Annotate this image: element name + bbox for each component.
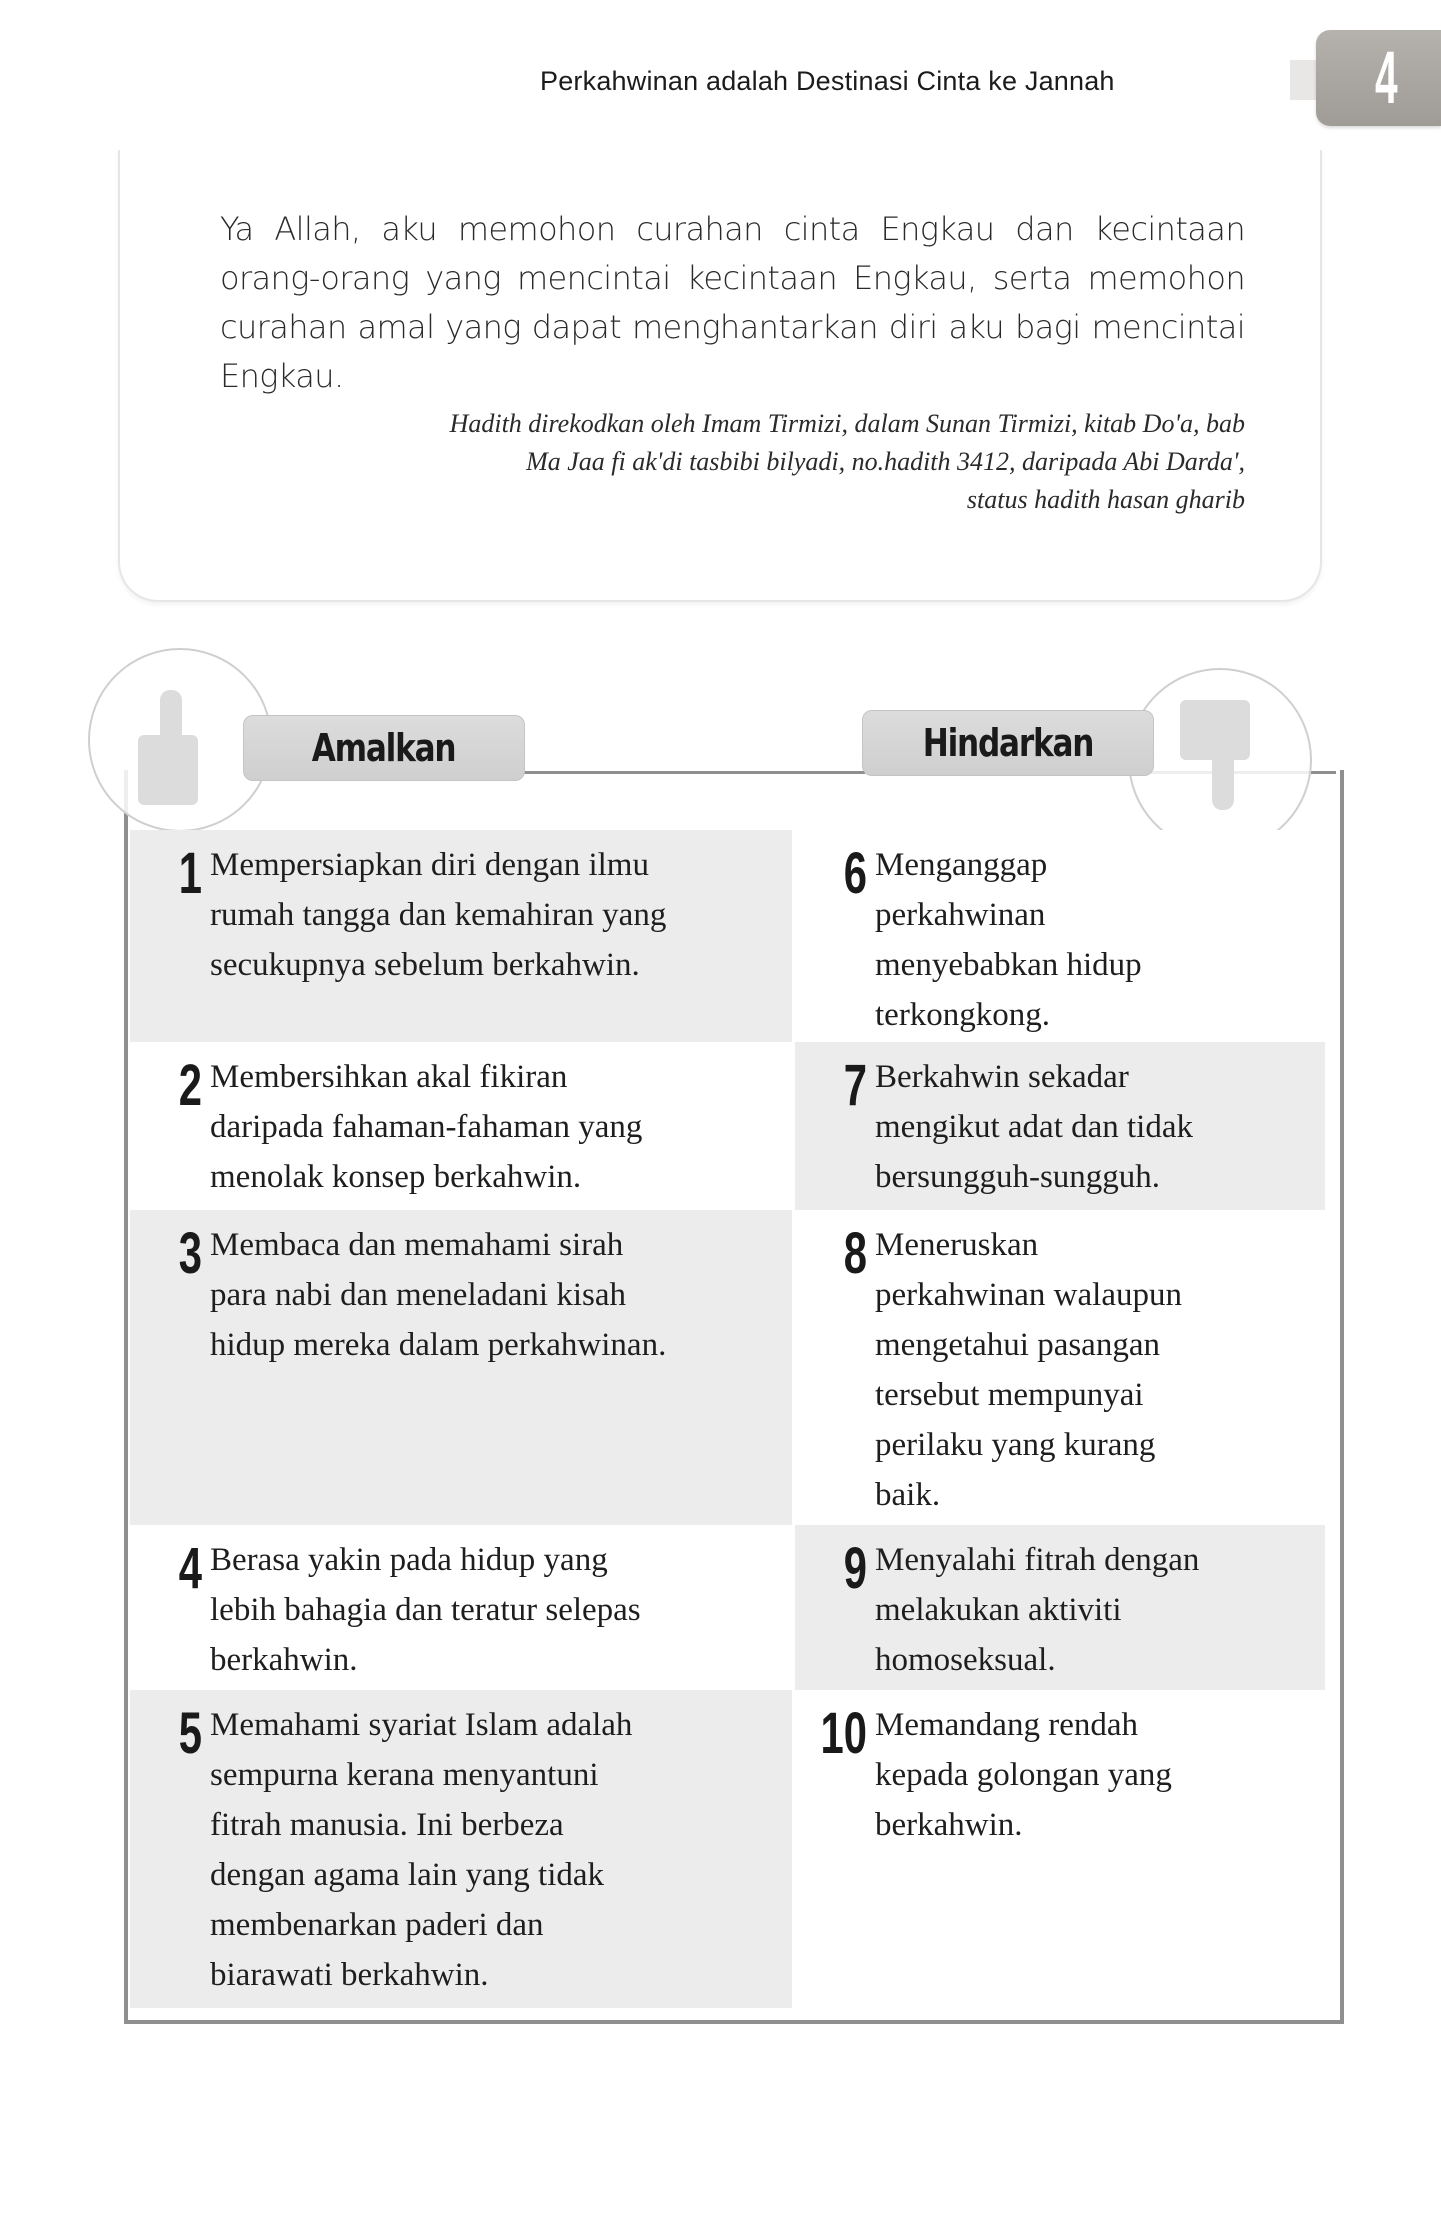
item-line: perkahwinan walaupun bbox=[875, 1277, 1182, 1313]
item-line: perkahwinan bbox=[875, 897, 1046, 933]
item-line: secukupnya sebelum berkahwin. bbox=[210, 947, 640, 983]
item-line: membenarkan paderi dan bbox=[210, 1907, 544, 1943]
do-item bbox=[130, 1690, 792, 2008]
running-title: Perkahwinan adalah Destinasi Cinta ke Jannah bbox=[540, 66, 1115, 96]
item-line: para nabi dan meneladani kisah bbox=[210, 1277, 626, 1313]
item-line: biarawati berkahwin. bbox=[210, 1957, 489, 1993]
item-line: Berasa yakin pada hidup yang bbox=[210, 1542, 608, 1578]
dont-item bbox=[795, 1690, 1325, 2008]
item-line: bersungguh-sungguh. bbox=[875, 1159, 1161, 1195]
item-text bbox=[210, 1700, 792, 2000]
item-line: melakukan aktiviti bbox=[875, 1592, 1122, 1628]
item-line: Membersihkan akal fikiran bbox=[210, 1059, 568, 1095]
item-number: 3 bbox=[178, 1221, 202, 1286]
item-line: terkongkong. bbox=[875, 997, 1051, 1033]
dont-item bbox=[795, 1042, 1325, 1210]
item-line: Membaca dan memahami sirah bbox=[210, 1227, 624, 1263]
item-line: Menganggap bbox=[875, 847, 1048, 883]
chapter-number: 4 bbox=[1375, 36, 1398, 119]
do-item bbox=[130, 1210, 792, 1525]
item-line: dengan agama lain yang tidak bbox=[210, 1857, 605, 1893]
item-line: Meneruskan bbox=[875, 1227, 1039, 1263]
item-line: menyebabkan hidup bbox=[875, 947, 1142, 983]
quote-text: Ya Allah, aku memohon curahan cinta Engkau dan kecintaan orang-orang yang mencintai kecintaan Engkau, serta memohon curahan amal yang dapat menghantarkan diri aku bagi mencintai Engkau. bbox=[220, 210, 1245, 395]
item-number: 8 bbox=[843, 1221, 867, 1286]
item-text bbox=[875, 840, 1325, 1040]
item-text bbox=[210, 1220, 792, 1370]
dont-item bbox=[795, 1210, 1325, 1525]
item-line: mengikut adat dan tidak bbox=[875, 1109, 1193, 1145]
item-line: tersebut mempunyai bbox=[875, 1377, 1144, 1413]
do-heading: Amalkan bbox=[312, 726, 456, 770]
do-heading-pill bbox=[243, 715, 525, 781]
do-item bbox=[130, 1042, 792, 1210]
item-line: Menyalahi fitrah dengan bbox=[875, 1542, 1200, 1578]
item-text bbox=[210, 840, 792, 990]
item-line: Memandang rendah bbox=[875, 1707, 1138, 1743]
item-number: 7 bbox=[843, 1053, 867, 1118]
quote-source bbox=[230, 405, 1245, 519]
item-text bbox=[875, 1220, 1325, 1520]
item-line: homoseksual. bbox=[875, 1642, 1056, 1678]
dont-heading: Hindarkan bbox=[922, 721, 1094, 765]
item-line: lebih bahagia dan teratur selepas bbox=[210, 1592, 641, 1628]
item-line: menolak konsep berkahwin. bbox=[210, 1159, 582, 1195]
item-line: hidup mereka dalam perkahwinan. bbox=[210, 1327, 667, 1363]
item-line: baik. bbox=[875, 1477, 941, 1513]
item-number: 10 bbox=[820, 1701, 867, 1766]
thumbs-down-icon bbox=[1130, 670, 1310, 850]
item-text bbox=[875, 1052, 1325, 1202]
item-text bbox=[875, 1535, 1325, 1685]
source-line: Ma Jaa fi ak'di tasbibi bilyadi, no.hadith 3412, daripada Abi Darda', bbox=[526, 447, 1245, 476]
item-line: berkahwin. bbox=[875, 1807, 1023, 1843]
item-line: fitrah manusia. Ini berbeza bbox=[210, 1807, 564, 1843]
do-item bbox=[130, 1525, 792, 1690]
header-divider-line bbox=[520, 771, 865, 774]
item-text bbox=[210, 1535, 792, 1685]
source-line: Hadith direkodkan oleh Imam Tirmizi, dalam Sunan Tirmizi, kitab Do'a, bab bbox=[449, 409, 1245, 438]
item-number: 5 bbox=[178, 1701, 202, 1766]
item-line: mengetahui pasangan bbox=[875, 1327, 1160, 1363]
item-line: berkahwin. bbox=[210, 1642, 358, 1678]
item-number: 1 bbox=[178, 841, 202, 906]
dont-heading-pill bbox=[862, 710, 1154, 776]
dont-item bbox=[795, 830, 1325, 1042]
item-line: daripada fahaman-fahaman yang bbox=[210, 1109, 643, 1145]
item-number: 4 bbox=[178, 1536, 202, 1601]
item-line: rumah tangga dan kemahiran yang bbox=[210, 897, 667, 933]
do-item bbox=[130, 830, 792, 1042]
item-text bbox=[210, 1052, 792, 1202]
dont-item bbox=[795, 1525, 1325, 1690]
item-line: Mempersiapkan diri dengan ilmu bbox=[210, 847, 649, 883]
item-text bbox=[875, 1700, 1325, 1850]
source-line: status hadith hasan gharib bbox=[966, 485, 1245, 514]
item-line: kepada golongan yang bbox=[875, 1757, 1172, 1793]
item-number: 9 bbox=[843, 1536, 867, 1601]
item-number: 2 bbox=[178, 1053, 202, 1118]
item-line: perilaku yang kurang bbox=[875, 1427, 1156, 1463]
item-line: Berkahwin sekadar bbox=[875, 1059, 1129, 1095]
item-line: Memahami syariat Islam adalah bbox=[210, 1707, 633, 1743]
item-number: 6 bbox=[843, 841, 867, 906]
item-line: sempurna kerana menyantuni bbox=[210, 1757, 599, 1793]
thumbs-down-icon bbox=[1128, 668, 1312, 852]
